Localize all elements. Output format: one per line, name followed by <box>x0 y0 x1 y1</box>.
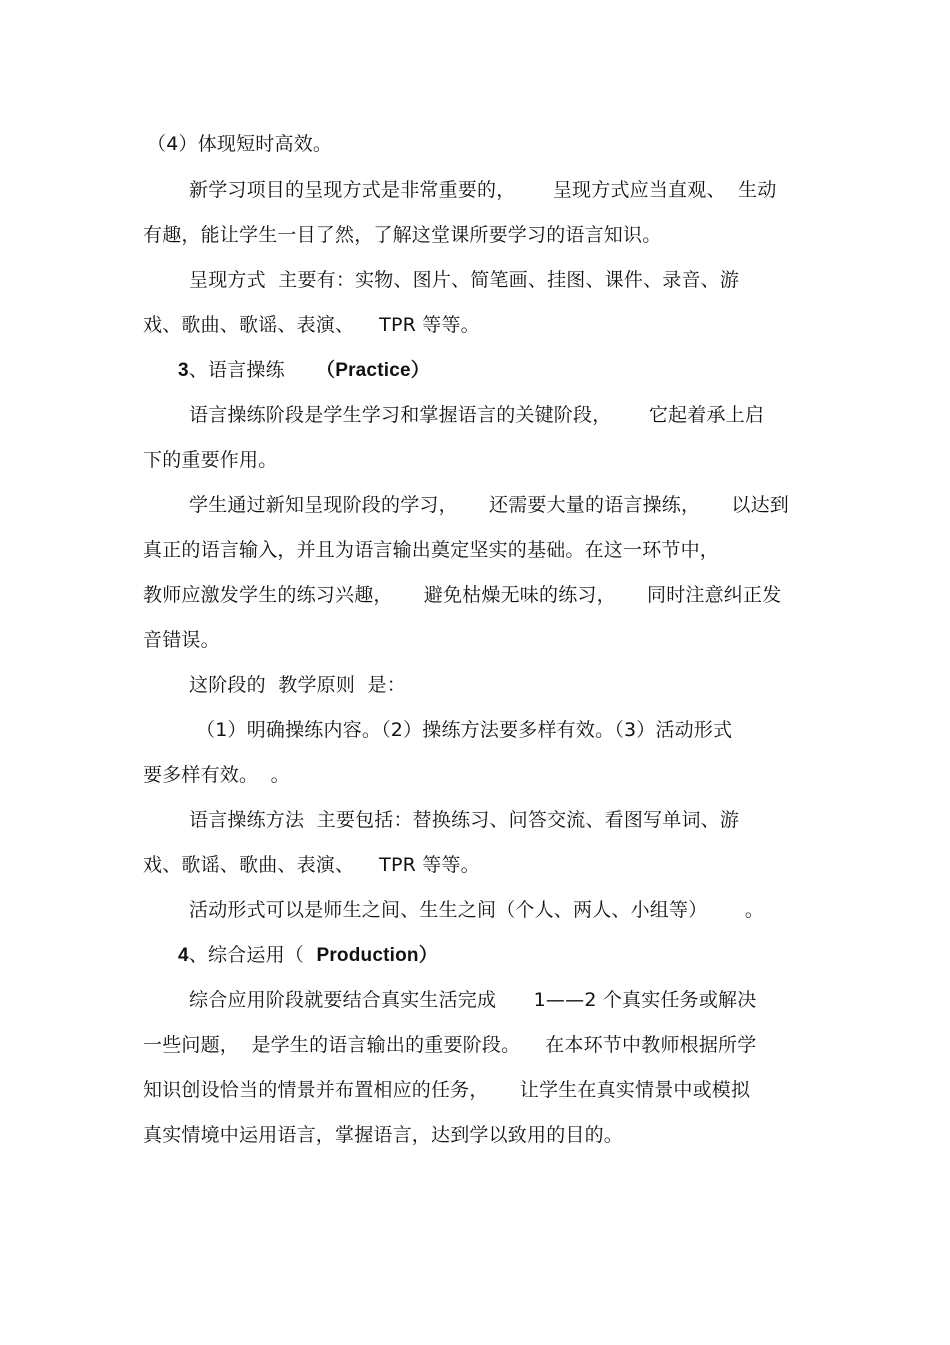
section-heading-4 <box>178 937 438 973</box>
paragraph-line: 音错误。 <box>143 629 220 651</box>
paragraph-line: 呈现方式 主要有：实物、图片、简笔画、挂图、课件、录音、游 <box>189 269 740 291</box>
list-item-4: （4）体现短时高效。 <box>147 133 333 155</box>
paragraph-line: 语言操练方法 主要包括：替换练习、问答交流、看图写单词、游 <box>189 809 740 831</box>
heading-text: 、综合运用（ <box>188 944 304 966</box>
paragraph-line: 真正的语言输入，并且为语言输出奠定坚实的基础。在这一环节中， <box>143 539 720 561</box>
paragraph-line: 有趣，能让学生一目了然，了解这堂课所要学习的语言知识。 <box>143 224 662 246</box>
heading-number: 4 <box>178 945 189 966</box>
paragraph-line: 下的重要作用。 <box>143 449 278 471</box>
heading-number: 3 <box>178 360 189 381</box>
paragraph-line: 戏、歌谣、歌曲、表演、 TPR 等等。 <box>143 854 480 876</box>
section-heading-3 <box>178 352 430 388</box>
paragraph-line: 戏、歌曲、歌谣、表演、 TPR 等等。 <box>143 314 480 336</box>
paragraph-line: 知识创设恰当的情景并布置相应的任务， 让学生在真实情景中或模拟 <box>143 1079 751 1101</box>
paragraph-line: 要多样有效。 。 <box>143 764 290 786</box>
paragraph-line: 综合应用阶段就要结合真实生活完成 1——2 个真实任务或解决 <box>189 989 757 1011</box>
paragraph-line: 教师应激发学生的练习兴趣， 避免枯燥无味的练习， 同时注意纠正发 <box>143 584 782 606</box>
paragraph-line: 真实情境中运用语言，掌握语言，达到学以致用的目的。 <box>143 1124 624 1146</box>
paragraph-line: 新学习项目的呈现方式是非常重要的， 呈现方式应当直观、 生动 <box>189 179 777 201</box>
paragraph-line: （1）明确操练内容。（2）操练方法要多样有效。（3）活动形式 <box>196 719 733 741</box>
paragraph-line: 活动形式可以是师生之间、生生之间（个人、两人、小组等） 。 <box>189 899 765 921</box>
paragraph-line: 这阶段的 教学原则 是： <box>189 674 406 696</box>
heading-english: Production） <box>316 945 438 966</box>
paragraph-line: 语言操练阶段是学生学习和掌握语言的关键阶段， 它起着承上启 <box>189 404 765 426</box>
paragraph-line: 学生通过新知呈现阶段的学习， 还需要大量的语言操练， 以达到 <box>189 494 789 516</box>
heading-english: （Practice） <box>316 360 430 381</box>
paragraph-line: 一些问题， 是学生的语言输出的重要阶段。 在本环节中教师根据所学 <box>143 1034 757 1056</box>
heading-text: 、语言操练 <box>188 359 285 381</box>
